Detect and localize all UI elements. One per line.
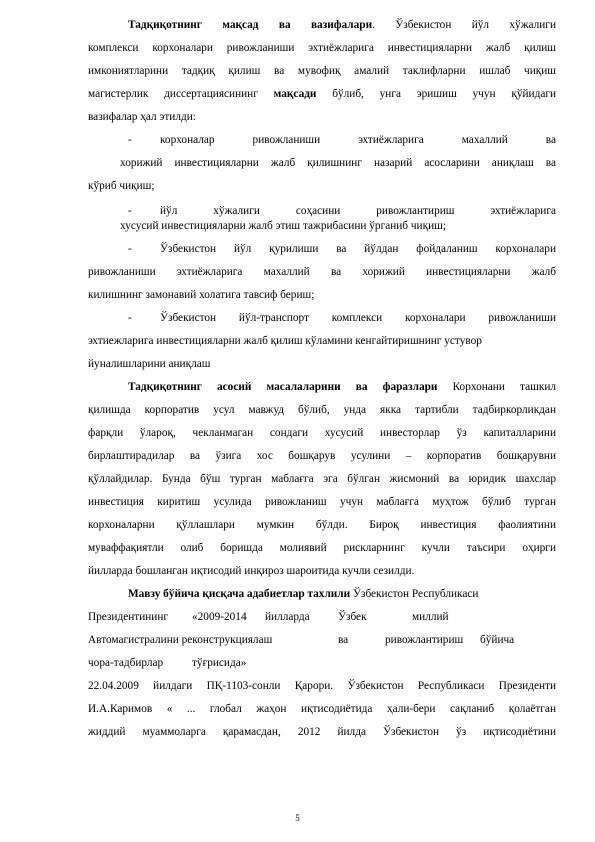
bullet-mark: - (128, 243, 132, 255)
word: йилларда (265, 611, 310, 623)
heading-aims: Тадқиқотнинг мақсад ва вазифалари (128, 19, 373, 31)
bullet-4-line-2: эхтиежларига инвестицияларни жалб қилиш кўламини кенгайтиришнинг устувор (88, 335, 482, 347)
bullet-mark: - (128, 134, 132, 146)
paragraph-1-line-2: комплекси корхоналари ривожланиши эхтиёжларига инвестицияларни жалб қилиш (88, 42, 556, 54)
paragraph-3-line-1 (128, 587, 556, 601)
text: . Ўзбекистон йўл хўжалиги (372, 19, 556, 31)
paragraph-3-line-5: 22.04.2009 йилдаги ПҚ-1103-сонли Қарори. Ўзбекистон Республикаси Президенти (88, 680, 556, 692)
paragraph-3-line-7: жиддий муаммоларга қарамасдан, 2012 йилда Ўзбекистон ўз иқтисодиётини (88, 726, 556, 738)
word: тўғрисида» (192, 657, 247, 669)
paragraph-2-line-1 (128, 380, 556, 394)
paragraph-2-line-3: фарқли ўлароқ, чекланмаган сондаги хусусий инвесторлар ўз капиталларини (88, 427, 556, 439)
word: ва (338, 634, 349, 646)
bullet-mark: - (128, 312, 132, 324)
bullet-1-line-2: хорижий инвестицияларни жалб қилишнинг назарий асосларини аниқлаш ва (120, 157, 556, 169)
paragraph-1-line-1 (128, 18, 556, 32)
bullet-3-line-1: Ўзбекистон йўл қурилиши ва йўлдан фойдаланиш корхоналари (160, 243, 556, 255)
bullet-2-line-2: хусусий инвестицияларни жалб этиш тажрибасини ўрганиб чиқиш; (120, 220, 446, 232)
text: бўлиб, унга эришиш учун қўйидаги (332, 88, 557, 100)
paragraph-2-line-7: корхоналарни қўллашлари мумкин бўлди. Бироқ инвестиция фаолиятини (88, 519, 556, 531)
bullet-3-line-3: килишнинг замонавий холатига тавсиф бериш; (88, 289, 315, 301)
page-number: 5 (295, 813, 300, 823)
bullet-4-line-3: йуналишларини аниқлаш (88, 358, 211, 370)
paragraph-2-line-9: йилларда бошланган иқтисодий инқироз шароитида кучли сезилди. (88, 565, 415, 577)
paragraph-2-line-4: бирлаштирадилар ва ўзига хос бошқарув усулини – корпоратив бошқарувни (88, 450, 556, 462)
bullet-mark: - (128, 205, 132, 217)
paragraph-1-line-4 (88, 87, 556, 101)
word: ривожлантириш (385, 634, 464, 646)
text: Корхонани ташкил (437, 381, 556, 393)
word: Автомагистралини реконструкциялаш (88, 634, 273, 646)
paragraph-2-line-8: муваффақиятли олиб боришда молиявий рискларнинг кучли таъсири оҳирги (88, 542, 556, 554)
word: миллий (412, 611, 449, 623)
bold-word: мақсади (273, 88, 317, 100)
word: чора-тадбирлар (88, 657, 164, 669)
paragraph-2-line-6: инвестиция киритиш усулида ривожланиш учун маблағга муҳтож бўлиб турган (88, 496, 556, 508)
word: Президентининг (88, 611, 169, 623)
bullet-2-line-1: йўл хўжалиги соҳасини ривожлантириш эхтиёжларига (160, 205, 556, 217)
bullet-4-line-1: Ўзбекистон йўл-транспорт комплекси корхоналари ривожланиши (160, 312, 556, 324)
paragraph-1-line-3: имкониятларини тадқиқ қилиш ва мувофиқ амалий таклифларни ишлаб чиқиш (88, 65, 556, 77)
bullet-1-line-1: корхоналар ривожланиши эхтиёжларига махаллий ва (160, 134, 556, 146)
word: «2009-2014 (192, 611, 247, 623)
paragraph-1-line-5: вазифалар ҳал этилди: (88, 111, 196, 123)
heading-literature-review: Мавзу бўйича қисқача адабиетлар тахлили (128, 588, 351, 600)
text: магистерлик диссертациясининг (88, 88, 258, 100)
paragraph-2-line-2: қилишда корпоратив усул мавжуд бўлиб, унда якка тартибли тадбиркорликдан (88, 404, 556, 416)
word: бўйича (480, 634, 515, 646)
paragraph-3-line-6: И.А.Каримов « ... глобал жаҳон иқтисодиётида ҳали-бери сақланиб қолаётган (88, 703, 556, 715)
bullet-1-line-3: кўриб чиқиш; (88, 180, 155, 192)
bullet-3-line-2: ривожланиши эхтиёжларига махаллий ва хорижий инвестицияларни жалб (88, 266, 556, 278)
paragraph-2-line-5: қўллайдилар. Бунда бўш турган маблағга эга бўлган жисмоний ва юридик шахслар (88, 473, 556, 485)
heading-hypotheses: Тадқиқотнинг асосий масалаларини ва фаразлари (128, 381, 438, 393)
text: Ўзбекистон Республикаси (350, 588, 479, 600)
word: Ўзбек (338, 611, 367, 623)
